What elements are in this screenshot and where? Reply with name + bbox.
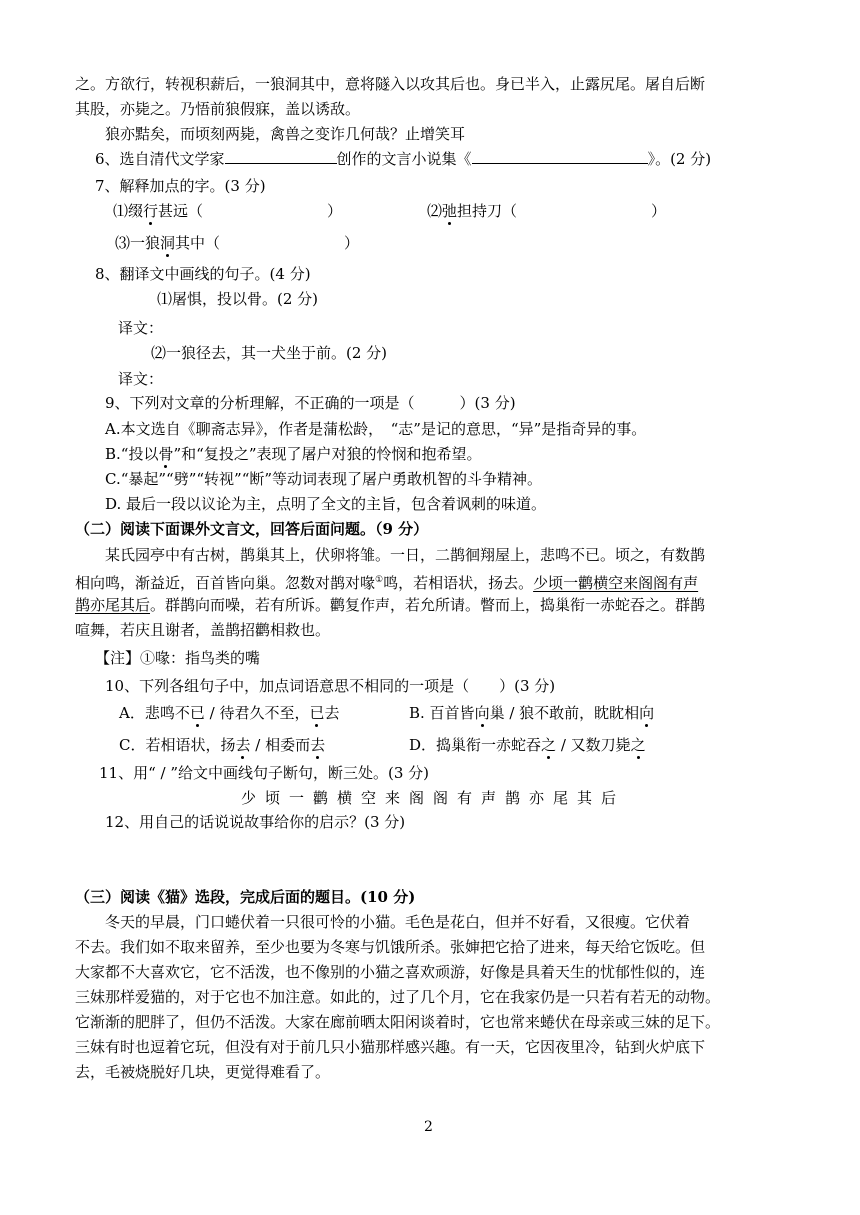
- q7-item1-text: ⑴缀: [113, 202, 144, 220]
- q11-sentence-to-punctuate[interactable]: 少顷一鹳横空来阁阁有声鹊亦尾其后: [241, 789, 626, 807]
- q7-item-3: [115, 233, 359, 253]
- question-11-stem: 11、用“ / ”给文中画线句子断句，断三处。(3 分): [99, 764, 430, 782]
- question-10-stem: 10、下列各组句子中，加点词语意思不相同的一项是（ ）(3 分): [105, 677, 556, 695]
- q10-option-d: [409, 735, 646, 755]
- q7-item1-dotted-char: 行: [143, 202, 159, 220]
- q6-book-blank[interactable]: [472, 149, 648, 164]
- underlined-sentence-part1: 少顷一鹳横空来阁阁有声: [533, 574, 699, 592]
- q7-item3-dotted-char: 洞: [160, 234, 176, 252]
- q9-option-b: [105, 444, 482, 464]
- q10-a-text: A．悲鸣不: [119, 704, 190, 722]
- q10-d-dotted-1: 之: [541, 736, 557, 754]
- q10-a-dotted-2: 已: [309, 704, 325, 722]
- q10-b-text-b: 巢 / 狼不敢前，眈眈相: [489, 704, 640, 722]
- q7-item2-close: ）: [651, 202, 667, 220]
- q10-option-b: [409, 703, 654, 723]
- q7-item2-text-b: 担持刀（: [457, 202, 518, 220]
- q9-option-b-text: B.“投以: [105, 445, 159, 463]
- q10-d-dotted-2: 之: [630, 736, 646, 754]
- underlined-sentence-part2: 鹊亦尾其后: [75, 596, 151, 614]
- section2-para-line4: 喧舞，若庆且谢者，盖鹊招鹳相救也。: [75, 621, 331, 639]
- q6-text-c: 》。(2 分): [647, 150, 712, 168]
- section3-para-line3: 大家都不大喜欢它，它不活泼，也不像别的小猫之喜欢顽游，好像是具着天生的忧郁性似的，连: [75, 963, 706, 981]
- page-number: 2: [424, 1119, 433, 1135]
- section3-para-line2: 不去。我们如不取来留养，至少也要为冬寒与饥饿所杀。张婶把它拾了进来，每天给它饭吃。但: [75, 938, 706, 956]
- q10-c-dotted-2: 去: [310, 736, 326, 754]
- q8-translation-1-label: 译文：: [118, 319, 164, 337]
- q10-option-c: [119, 735, 325, 755]
- q9-option-b-text-b: ”和“复投之”表现了屠户对狼的怜悯和抱希望。: [173, 445, 482, 463]
- q9-option-c: C.“暴起”“劈”“转视”“断”等动词表现了屠户勇敢机智的斗争精神。: [105, 470, 543, 488]
- question-8-stem: 8、翻译文中画线的句子。(4 分): [95, 265, 311, 283]
- q9-option-d: D. 最后一段以议论为主，点明了全文的主旨，包含着讽刺的味道。: [105, 495, 547, 513]
- section2-note: 【注】①喙：指鸟类的嘴: [95, 649, 261, 667]
- q7-item3-close: ）: [344, 234, 360, 252]
- q8-translation-2-label: 译文：: [118, 370, 164, 388]
- question-9-stem: 9、下列对文章的分析理解，不正确的一项是（ ）(3 分): [105, 394, 516, 412]
- section3-para-line1: 冬天的早晨，门口蜷伏着一只很可怜的小猫。毛色是花白，但并不好看，又很瘦。它伏着: [105, 913, 691, 931]
- q10-b-text: B. 百首皆: [409, 704, 475, 722]
- section3-para-line5: 它渐渐的肥胖了，但仍不活泼。大家在廊前晒太阳闲谈着时，它也常来蜷伏在母亲或三妹的足下。: [75, 1013, 721, 1031]
- q7-item-1: [113, 201, 342, 221]
- section3-para-line6: 三妹有时也逗着它玩，但没有对于前几只小猫那样感兴趣。有一天，它因夜里冷，钻到火炉底下: [75, 1038, 706, 1056]
- footnote-marker: ①: [375, 575, 384, 585]
- section2-para-line2: [75, 570, 698, 593]
- section-3-title: （三）阅读《猫》选段，完成后面的题目。(10 分): [75, 888, 416, 906]
- passage1-line3: 狼亦黠矣，而顷刻两毙，禽兽之变诈几何哉？止增笑耳: [105, 125, 466, 143]
- section3-para-line7: 去，毛被烧脱好几块，更觉得难看了。: [75, 1063, 331, 1081]
- section3-para-line4: 三妹那样爱猫的，对于它也不加注意。如此的，过了几个月，它在我家仍是一只若有若无的动物。: [75, 988, 721, 1006]
- q10-a-text-b: / 待君久不至，: [204, 704, 310, 722]
- q10-d-text: D．捣巢衔一赤蛇吞: [409, 736, 542, 754]
- q7-item1-text-b: 甚远（: [158, 202, 204, 220]
- question-7-stem: 7、解释加点的字。(3 分): [95, 177, 266, 195]
- passage1-line1: 之。方欲行，转视积薪后，一狼洞其中，意将隧入以攻其后也。身已半入，止露尻尾。屠自后断: [75, 75, 706, 93]
- q10-a-text-c: 去: [324, 704, 340, 722]
- q6-author-blank[interactable]: [225, 149, 337, 164]
- q7-item3-text: ⑶一狼: [115, 234, 161, 252]
- q7-item2-text: ⑵: [427, 202, 443, 220]
- q10-d-text-b: / 又数刀毙: [556, 736, 631, 754]
- section2-para-line3: [75, 595, 705, 615]
- q6-text-a: 6、选自清代文学家: [95, 150, 225, 168]
- q6-text-b: 创作的文言小说集《: [336, 150, 472, 168]
- q8-sentence-2: ⑵一狼径去，其一犬坐于前。(2 分): [151, 344, 388, 362]
- q7-item1-close: ）: [327, 202, 343, 220]
- passage1-line2: 其股，亦毙之。乃悟前狼假寐，盖以诱敌。: [75, 100, 361, 118]
- q9-option-a: A.本文选自《聊斋志异》，作者是蒲松龄， “志”是记的意思，“异”是指奇异的事。: [105, 420, 647, 438]
- section2-line3-text: 。群鹊向而噪，若有所诉。鹳复作声，若允所请。瞥而上，捣巢衔一赤蛇吞之。群鹊: [150, 596, 706, 614]
- q7-item2-dotted-char: 弛: [442, 202, 458, 220]
- q10-c-text: C．若相语状，扬: [119, 736, 236, 754]
- section2-line2-text: 相向鸣，渐益近，百首皆向巢。忽数对鹊对喙: [75, 574, 376, 592]
- q9-option-b-dotted-char: 骨: [158, 445, 174, 463]
- q10-c-dotted-1: 去: [235, 736, 251, 754]
- q10-option-a: [119, 703, 339, 723]
- q10-b-dotted-1: 向: [474, 704, 490, 722]
- question-6: [95, 149, 711, 169]
- q8-sentence-1: ⑴屠惧，投以骨。(2 分): [157, 290, 319, 308]
- section2-para-line1: 某氏园亭中有古树，鹊巢其上，伏卵将雏。一日，二鹊徊翔屋上，悲鸣不已。顷之，有数鹊: [105, 546, 706, 564]
- q10-a-dotted-1: 已: [189, 704, 205, 722]
- q7-item3-text-b: 其中（: [175, 234, 221, 252]
- section-2-title: （二）阅读下面课外文言文，回答后面问题。（9 分）: [75, 520, 429, 538]
- q10-c-text-b: / 相委而: [250, 736, 311, 754]
- section2-line2-text-b: 鸣，若相语状，扬去。: [383, 574, 534, 592]
- q10-b-dotted-2: 向: [639, 704, 655, 722]
- q7-item-2: [427, 201, 666, 221]
- question-12-stem: 12、用自己的话说说故事给你的启示？(3 分): [105, 813, 406, 831]
